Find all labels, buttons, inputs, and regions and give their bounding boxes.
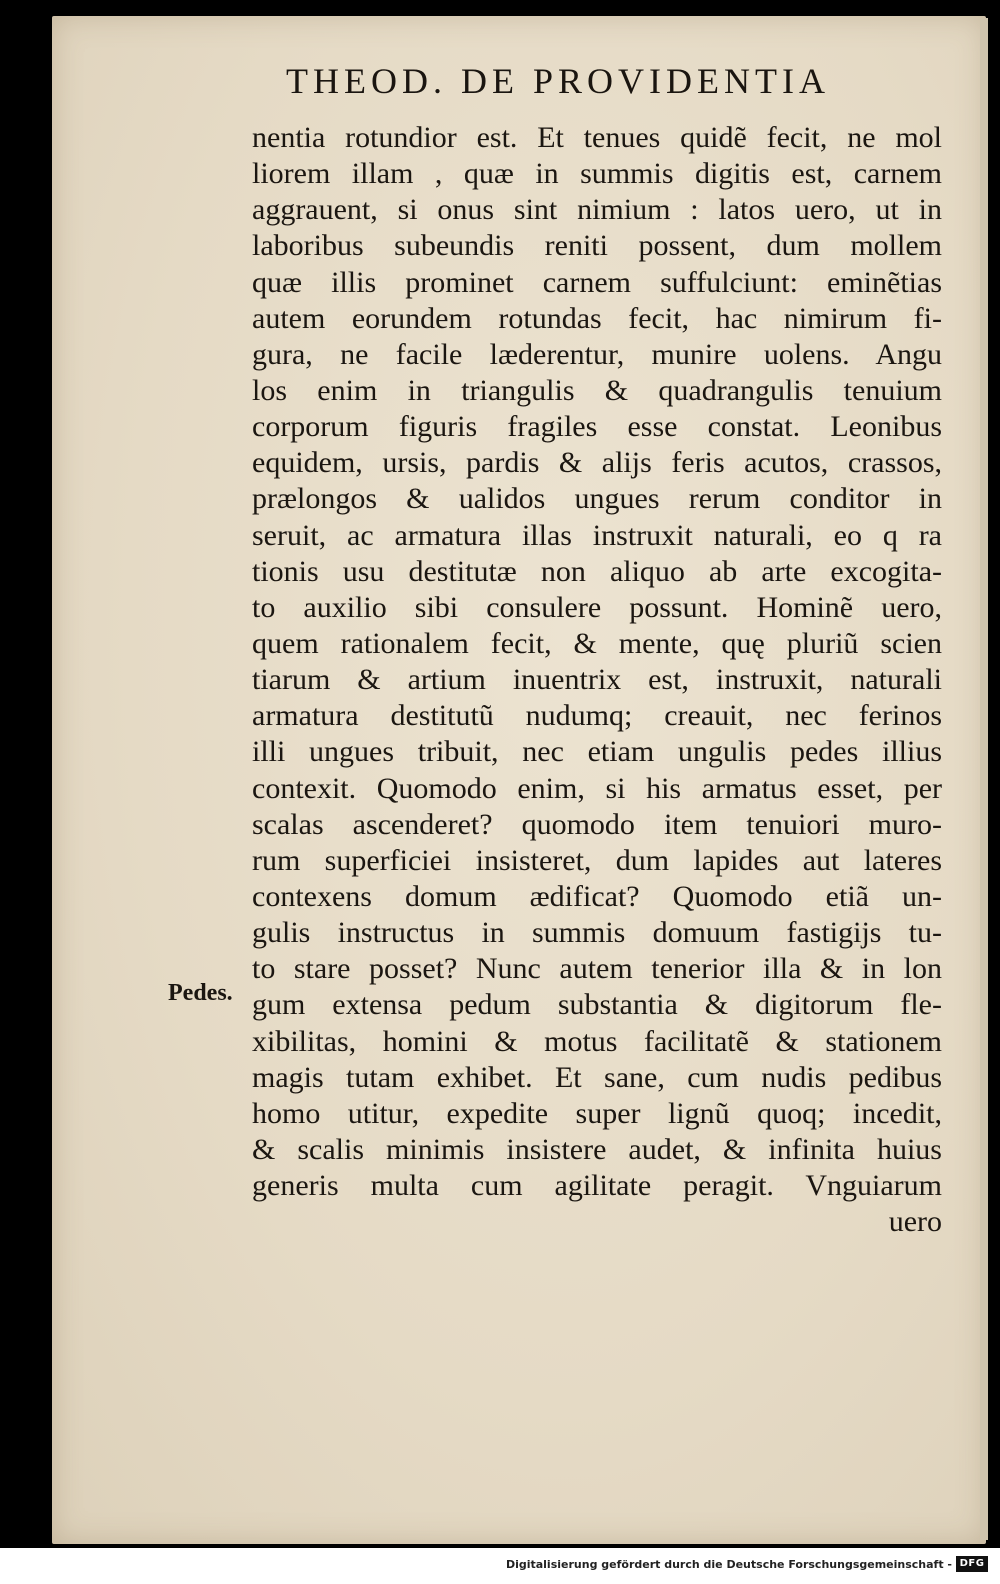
body-text bbox=[252, 120, 942, 1240]
text-line: liorem illam , quæ in summis digitis est, carnem bbox=[252, 157, 942, 191]
catchword: uero bbox=[888, 1205, 942, 1239]
text-line: contexit. Quomodo enim, si his armatus esset, per bbox=[252, 771, 942, 805]
text-line: prælongos & ualidos ungues rerum conditor in bbox=[252, 482, 942, 516]
text-line: laboribus subeundis reniti possent, dum mollem bbox=[252, 229, 942, 263]
text-line: contexens domum ædificat? Quomodo etiã un- bbox=[252, 879, 942, 913]
dfg-logo: DFG bbox=[956, 1556, 988, 1572]
running-head: THEOD. DE PROVIDENTIA bbox=[286, 61, 830, 101]
text-line: homo utitur, expedite super lignũ quoq; incedit, bbox=[252, 1096, 942, 1130]
text-line: gulis instructus in summis domuum fastigijs tu- bbox=[252, 916, 942, 950]
text-line: magis tutam exhibet. Et sane, cum nudis pedibus bbox=[252, 1060, 942, 1094]
text-line: quem rationalem fecit, & mente, quę pluriũ scien bbox=[252, 626, 942, 660]
page-edge bbox=[980, 18, 988, 1540]
text-line: seruit, ac armatura illas instruxit naturali, eo q ra bbox=[252, 518, 942, 552]
text-line: gum extensa pedum substantia & digitorum fle- bbox=[252, 988, 942, 1022]
text-line: tiarum & artium inuentrix est, instruxit, naturali bbox=[252, 663, 942, 697]
text-line: rum superficiei insisteret, dum lapides aut lateres bbox=[252, 843, 942, 877]
footer-bar bbox=[0, 1548, 1000, 1584]
text-line: scalas ascenderet? quomodo item tenuiori muro- bbox=[252, 807, 942, 841]
marginal-note: Pedes. bbox=[168, 980, 233, 1006]
text-line: los enim in triangulis & quadrangulis tenuium bbox=[252, 373, 942, 407]
text-line: quæ illis prominet carnem suffulciunt: eminẽtias bbox=[252, 265, 942, 299]
footer-credit: Digitalisierung gefördert durch die Deutsche Forschungsgemeinschaft - bbox=[505, 1558, 952, 1571]
text-line: corporum figuris fragiles esse constat. Leonibus bbox=[252, 410, 942, 444]
text-line: nentia rotundior est. Et tenues quidẽ fecit, ne mol bbox=[252, 121, 942, 154]
text-line: armatura destitutũ nudumq; creauit, nec ferinos bbox=[252, 699, 942, 733]
text-line: equidem, ursis, pardis & alijs feris acutos, crassos, bbox=[252, 446, 942, 480]
text-line: illi ungues tribuit, nec etiam ungulis pedes illius bbox=[252, 735, 942, 769]
text-line: aggrauent, si onus sint nimium : latos uero, ut in bbox=[252, 193, 942, 227]
text-line: tionis usu destitutæ non aliquo ab arte excogita- bbox=[252, 554, 942, 588]
text-line: & scalis minimis insistere audet, & infinita huius bbox=[252, 1132, 942, 1166]
text-line: to stare posset? Nunc autem tenerior illa & in lon bbox=[252, 952, 942, 986]
text-line: to auxilio sibi consulere possunt. Hominẽ uero, bbox=[252, 590, 942, 624]
text-line: generis multa cum agilitate peragit. Vnguiarum bbox=[252, 1169, 942, 1203]
text-line: xibilitas, homini & motus facilitatẽ & stationem bbox=[252, 1024, 942, 1058]
text-line: gura, ne facile læderentur, munire uolens. Angu bbox=[252, 337, 942, 371]
text-line: autem eorundem rotundas fecit, hac nimirum fi- bbox=[252, 301, 942, 335]
